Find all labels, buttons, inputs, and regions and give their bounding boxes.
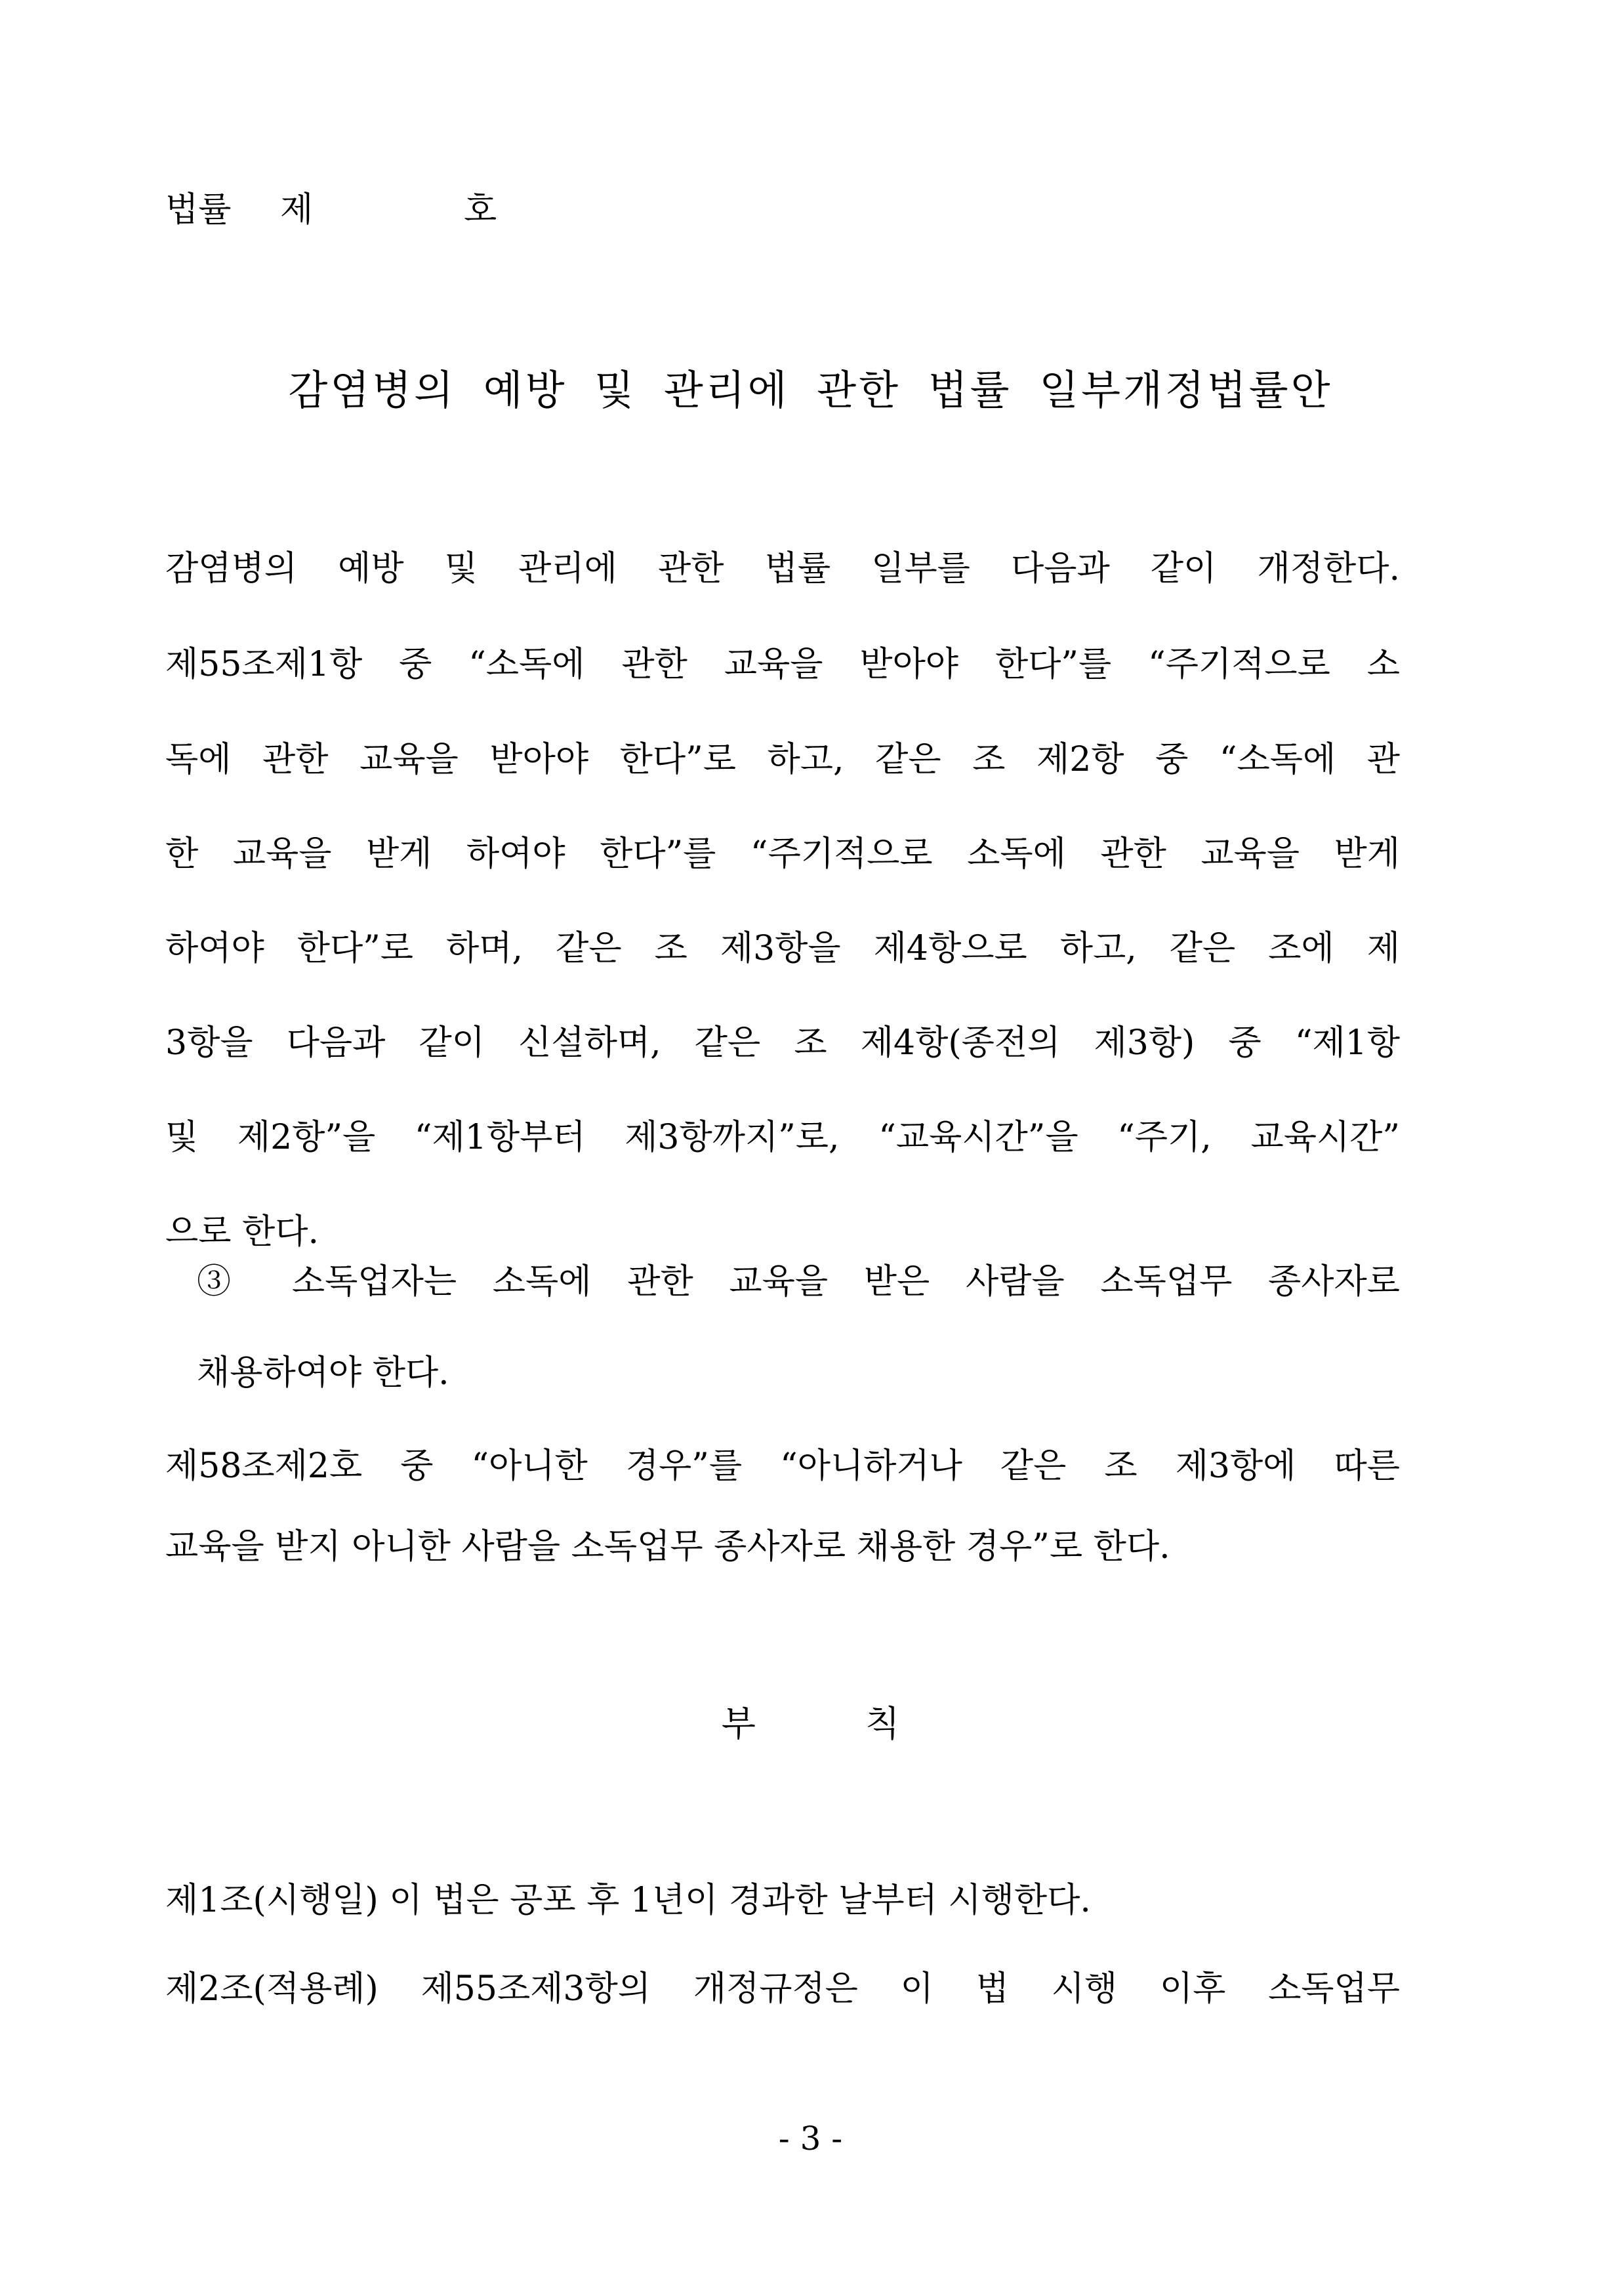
article58-line: 교육을 받지 아니한 사람을 소독업무 종사자로 채용한 경우”로 한다. <box>165 1527 1170 1567</box>
body-line: 및 제2항”을 “제1항부터 제3항까지”로, “교육시간”을 “주기, 교육시간” <box>165 1118 1400 1157</box>
body-line: 으로 한다. <box>165 1212 319 1252</box>
body-line: 제55조제1항 중 “소독에 관한 교육을 받아야 한다”를 “주기적으로 소 <box>165 645 1400 684</box>
addenda-heading: 부 칙 <box>721 1703 900 1744</box>
body-line: 하여야 한다”로 하며, 같은 조 제3항을 제4항으로 하고, 같은 조에 제 <box>165 929 1400 968</box>
addenda-line: 제2조(적용례) 제55조제3항의 개정규정은 이 법 시행 이후 소독업무 <box>165 1969 1400 2009</box>
bill-je: 제 <box>280 190 314 230</box>
addenda-line: 제1조(시행일) 이 법은 공포 후 1년이 경과한 날부터 시행한다. <box>165 1881 1091 1920</box>
new-clause-line: 채용하여야 한다. <box>197 1353 449 1393</box>
document-title: 감염병의 예방 및 관리에 관한 법률 일부개정법률안 <box>288 366 1333 414</box>
body-line: 독에 관한 교육을 받아야 한다”로 하고, 같은 조 제2항 중 “소독에 관 <box>165 740 1400 779</box>
article58-line: 제58조제2호 중 “아니한 경우”를 “아니하거나 같은 조 제3항에 따른 <box>165 1446 1400 1486</box>
bill-ho: 호 <box>464 190 497 230</box>
page-number: - 3 - <box>778 2120 843 2158</box>
body-line: 3항을 다음과 같이 신설하며, 같은 조 제4항(종전의 제3항) 중 “제1항 <box>165 1023 1400 1063</box>
bill-number-line <box>165 190 497 230</box>
new-clause-line: ③ 소독업자는 소독에 관한 교육을 받은 사람을 소독업무 종사자로 <box>197 1262 1400 1302</box>
bill-label: 법률 <box>165 190 232 230</box>
body-line: 한 교육을 받게 하여야 한다”를 “주기적으로 소독에 관한 교육을 받게 <box>165 834 1400 874</box>
body-line: 감염병의 예방 및 관리에 관한 법률 일부를 다음과 같이 개정한다. <box>165 549 1400 588</box>
